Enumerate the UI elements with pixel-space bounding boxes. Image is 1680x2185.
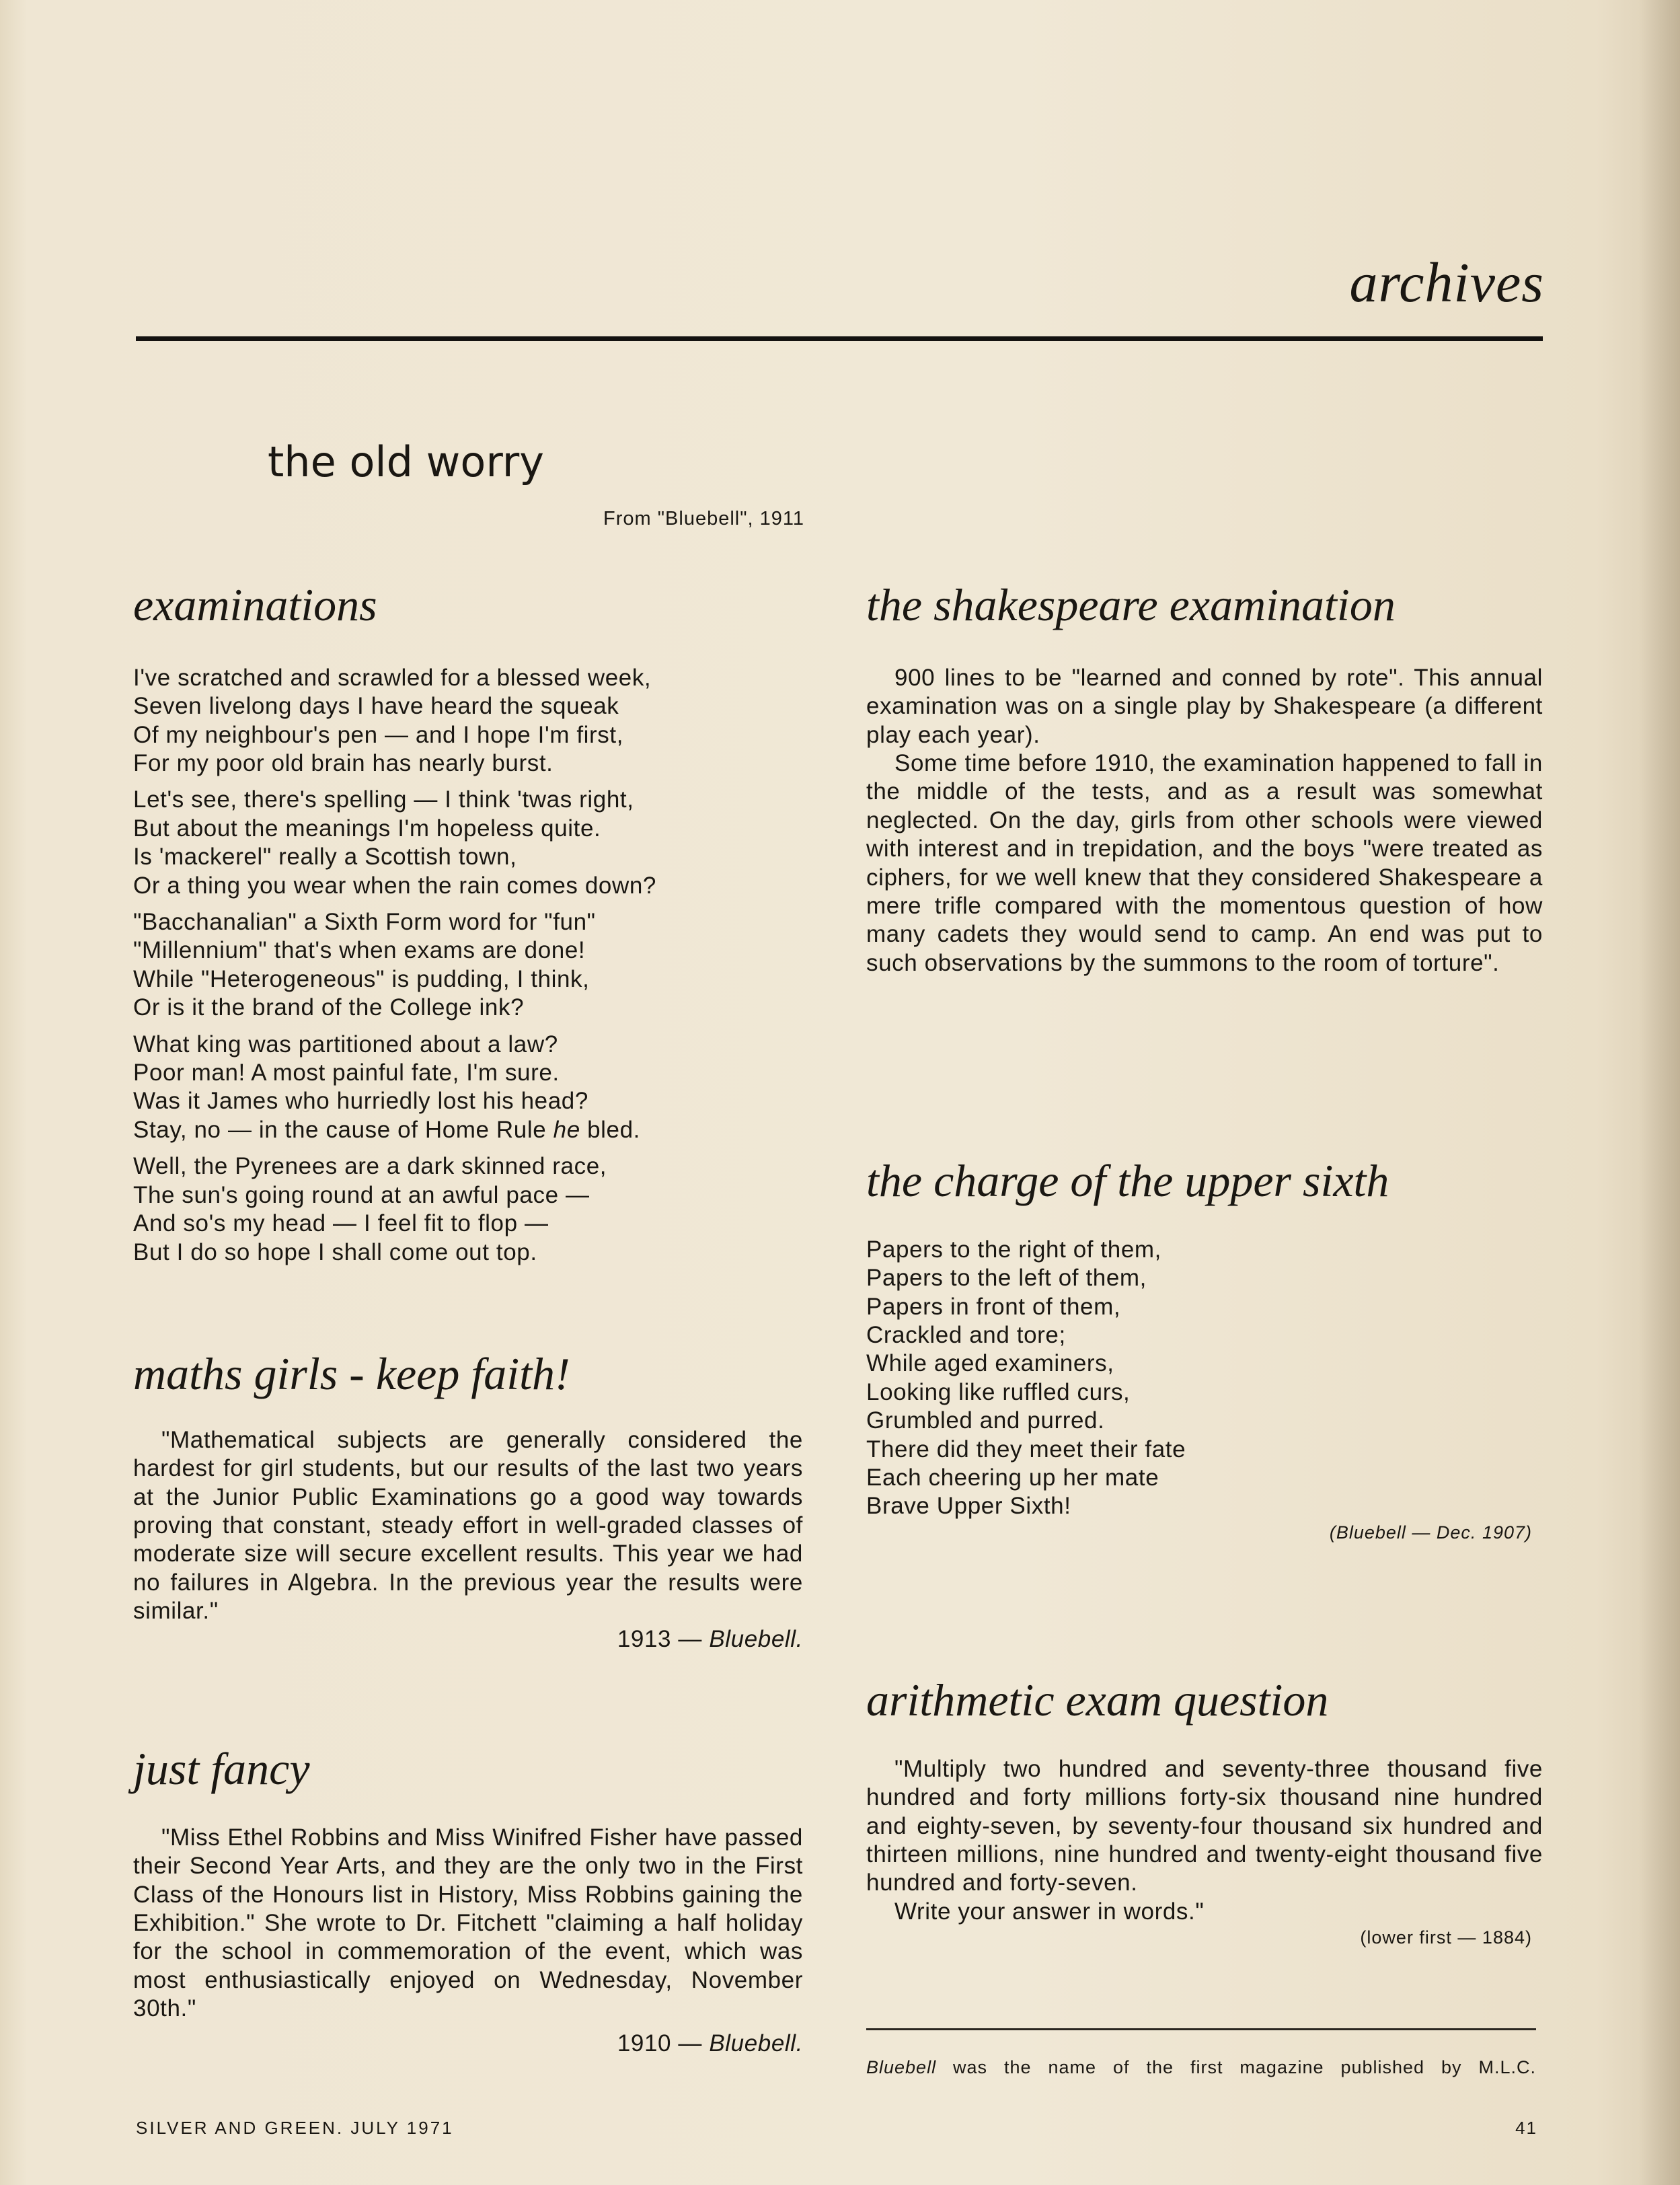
poem-stanza [133, 1031, 803, 1145]
fancy-attribution [133, 2030, 803, 2057]
poem-line: But I do so hope I shall come out top. [133, 1238, 537, 1265]
fancy-attrib-source: Bluebell. [709, 2030, 803, 2057]
fancy-section [133, 1744, 803, 2057]
poem-line: Was it James who hurriedly lost his head? [133, 1088, 588, 1115]
charge-attribution [866, 1522, 1543, 1543]
poem-line: But about the meanings I'm hopeless quite. [133, 815, 601, 842]
footer-publication: SILVER AND GREEN. JULY 1971 [136, 2118, 454, 2138]
maths-attrib-year: 1913 — [617, 1625, 702, 1652]
shakespeare-para-1: 900 lines to be "learned and conned by rote". This annual examination was on a single play by Shakespeare (a different play each year). [866, 664, 1543, 748]
poem-line: Looking like ruffled curs, [866, 1378, 1131, 1405]
footnote-rule [866, 2028, 1536, 2030]
poem-line: Or a thing you wear when the rain comes down? [133, 872, 656, 899]
arithmetic-section [866, 1675, 1543, 1948]
arithmetic-para-1: "Multiply two hundred and seventy-three thousand five hundred and forty millions forty-six thousand nine hundred and eighty-seven, by seventy-four thousand six hundred and thirteen millions, nine hundred and twenty-eight thousand five hundred and forty-seven. [866, 1755, 1543, 1896]
poem-line: "Millennium" that's when exams are done! [133, 937, 586, 964]
header-rule [136, 336, 1543, 341]
footnote-text: was the name of the first magazine published by M.L.C. [936, 2057, 1536, 2077]
poem-line: Let's see, there's spelling — I think 'twas right, [133, 786, 634, 813]
footnote [866, 2057, 1536, 2078]
poem-line: What king was partitioned about a law? [133, 1031, 558, 1058]
poem-line: Poor man! A most painful fate, I'm sure. [133, 1060, 560, 1086]
charge-section [866, 1156, 1543, 1543]
poem-line: The sun's going round at an awful pace — [133, 1181, 590, 1208]
poem-stanza [133, 664, 803, 778]
shakespeare-section [866, 580, 1543, 977]
maths-heading: maths girls - keep faith! [133, 1348, 570, 1399]
examinations-heading: examinations [133, 579, 377, 630]
poem-line: There did they meet their fate [866, 1436, 1186, 1462]
poem-stanza [133, 786, 803, 900]
poem-stanza [866, 1236, 1543, 1521]
poem-line: I've scratched and scrawled for a blessed week, [133, 664, 652, 691]
charge-heading: the charge of the upper sixth [866, 1155, 1389, 1206]
maths-attribution [133, 1626, 803, 1653]
poem-line: While aged examiners, [866, 1350, 1114, 1377]
maths-text: "Mathematical subjects are generally considered the hardest for girl students, but our results of the last two years at the Junior Public Examinations go a good way towards proving that constant, steady effort in well-graded classes of moderate size will secure excellent results. This year we had no failures in Algebra. In the previous year the results were similar." [133, 1426, 803, 1625]
poem-line: Of my neighbour's pen — and I hope I'm first, [133, 721, 624, 748]
article-source: From "Bluebell", 1911 [603, 508, 804, 529]
page-edge-shadow [1640, 0, 1680, 2185]
arithmetic-attribution: (lower first — 1884) [1360, 1927, 1532, 1948]
shakespeare-para-2: Some time before 1910, the examination happened to fall in the middle of the tests, and as a result was somewhat neglected. On the day, girls from other schools were viewed with interest and in trepidation, and the boys "were treated as ciphers, for we well knew that they considered Shakespeare a mere trifle compared with the momentous question of how many cadets they would send to camp. An end was put to such observations by the summons to the room of torture". [866, 750, 1543, 976]
fancy-text: "Miss Ethel Robbins and Miss Winifred Fisher have passed their Second Year Arts, and they are the only two in the First Class of the Honours list in History, Miss Robbins gaining the Exhibition." She wrote to Dr. Fitchett "claiming a half holiday for the school in commemoration of the event, which was most enthusiastically enjoyed on Wednesday, November 30th." [133, 1824, 803, 2022]
poem-line: Stay, no — in the cause of Home Rule he bled. [133, 1116, 641, 1143]
footnote-magazine: Bluebell [866, 2057, 937, 2077]
poem-line: Papers in front of them, [866, 1293, 1121, 1320]
charge-poem [866, 1236, 1543, 1521]
fancy-heading: just fancy [133, 1743, 310, 1794]
poem-line: Is 'mackerel" really a Scottish town, [133, 844, 517, 871]
poem-line: Crackled and tore; [866, 1322, 1066, 1349]
poem-line: And so's my head — I feel fit to flop — [133, 1210, 549, 1237]
arithmetic-heading: arithmetic exam question [866, 1674, 1329, 1726]
poem-line: "Bacchanalian" a Sixth Form word for "fun" [133, 909, 596, 936]
poem-line: While "Heterogeneous" is pudding, I think, [133, 965, 590, 992]
poem-line: Papers to the left of them, [866, 1265, 1147, 1292]
section-label: archives [1349, 252, 1544, 314]
poem-line: Well, the Pyrenees are a dark skinned race, [133, 1153, 607, 1180]
poem-line: Each cheering up her mate [866, 1465, 1159, 1491]
poem-line: For my poor old brain has nearly burst. [133, 750, 553, 777]
examinations-section [133, 580, 803, 1275]
article-title: the old worry [268, 437, 544, 486]
fancy-attrib-year: 1910 — [617, 2030, 702, 2057]
page-number: 41 [1515, 2118, 1537, 2138]
maths-attrib-source: Bluebell. [709, 1625, 803, 1652]
poem-line: Grumbled and purred. [866, 1407, 1105, 1434]
poem-line: Seven livelong days I have heard the squeak [133, 693, 619, 720]
examinations-poem [133, 664, 803, 1267]
poem-line: Or is it the brand of the College ink? [133, 994, 525, 1021]
poem-stanza [133, 908, 803, 1023]
poem-stanza [133, 1152, 803, 1267]
maths-section [133, 1349, 803, 1653]
charge-attrib-text: (Bluebell — Dec. 1907) [1329, 1522, 1532, 1543]
arithmetic-para-2: Write your answer in words." [894, 1898, 1205, 1925]
poem-line: Brave Upper Sixth! [866, 1493, 1071, 1520]
shakespeare-heading: the shakespeare examination [866, 579, 1396, 630]
poem-line: Papers to the right of them, [866, 1236, 1161, 1263]
